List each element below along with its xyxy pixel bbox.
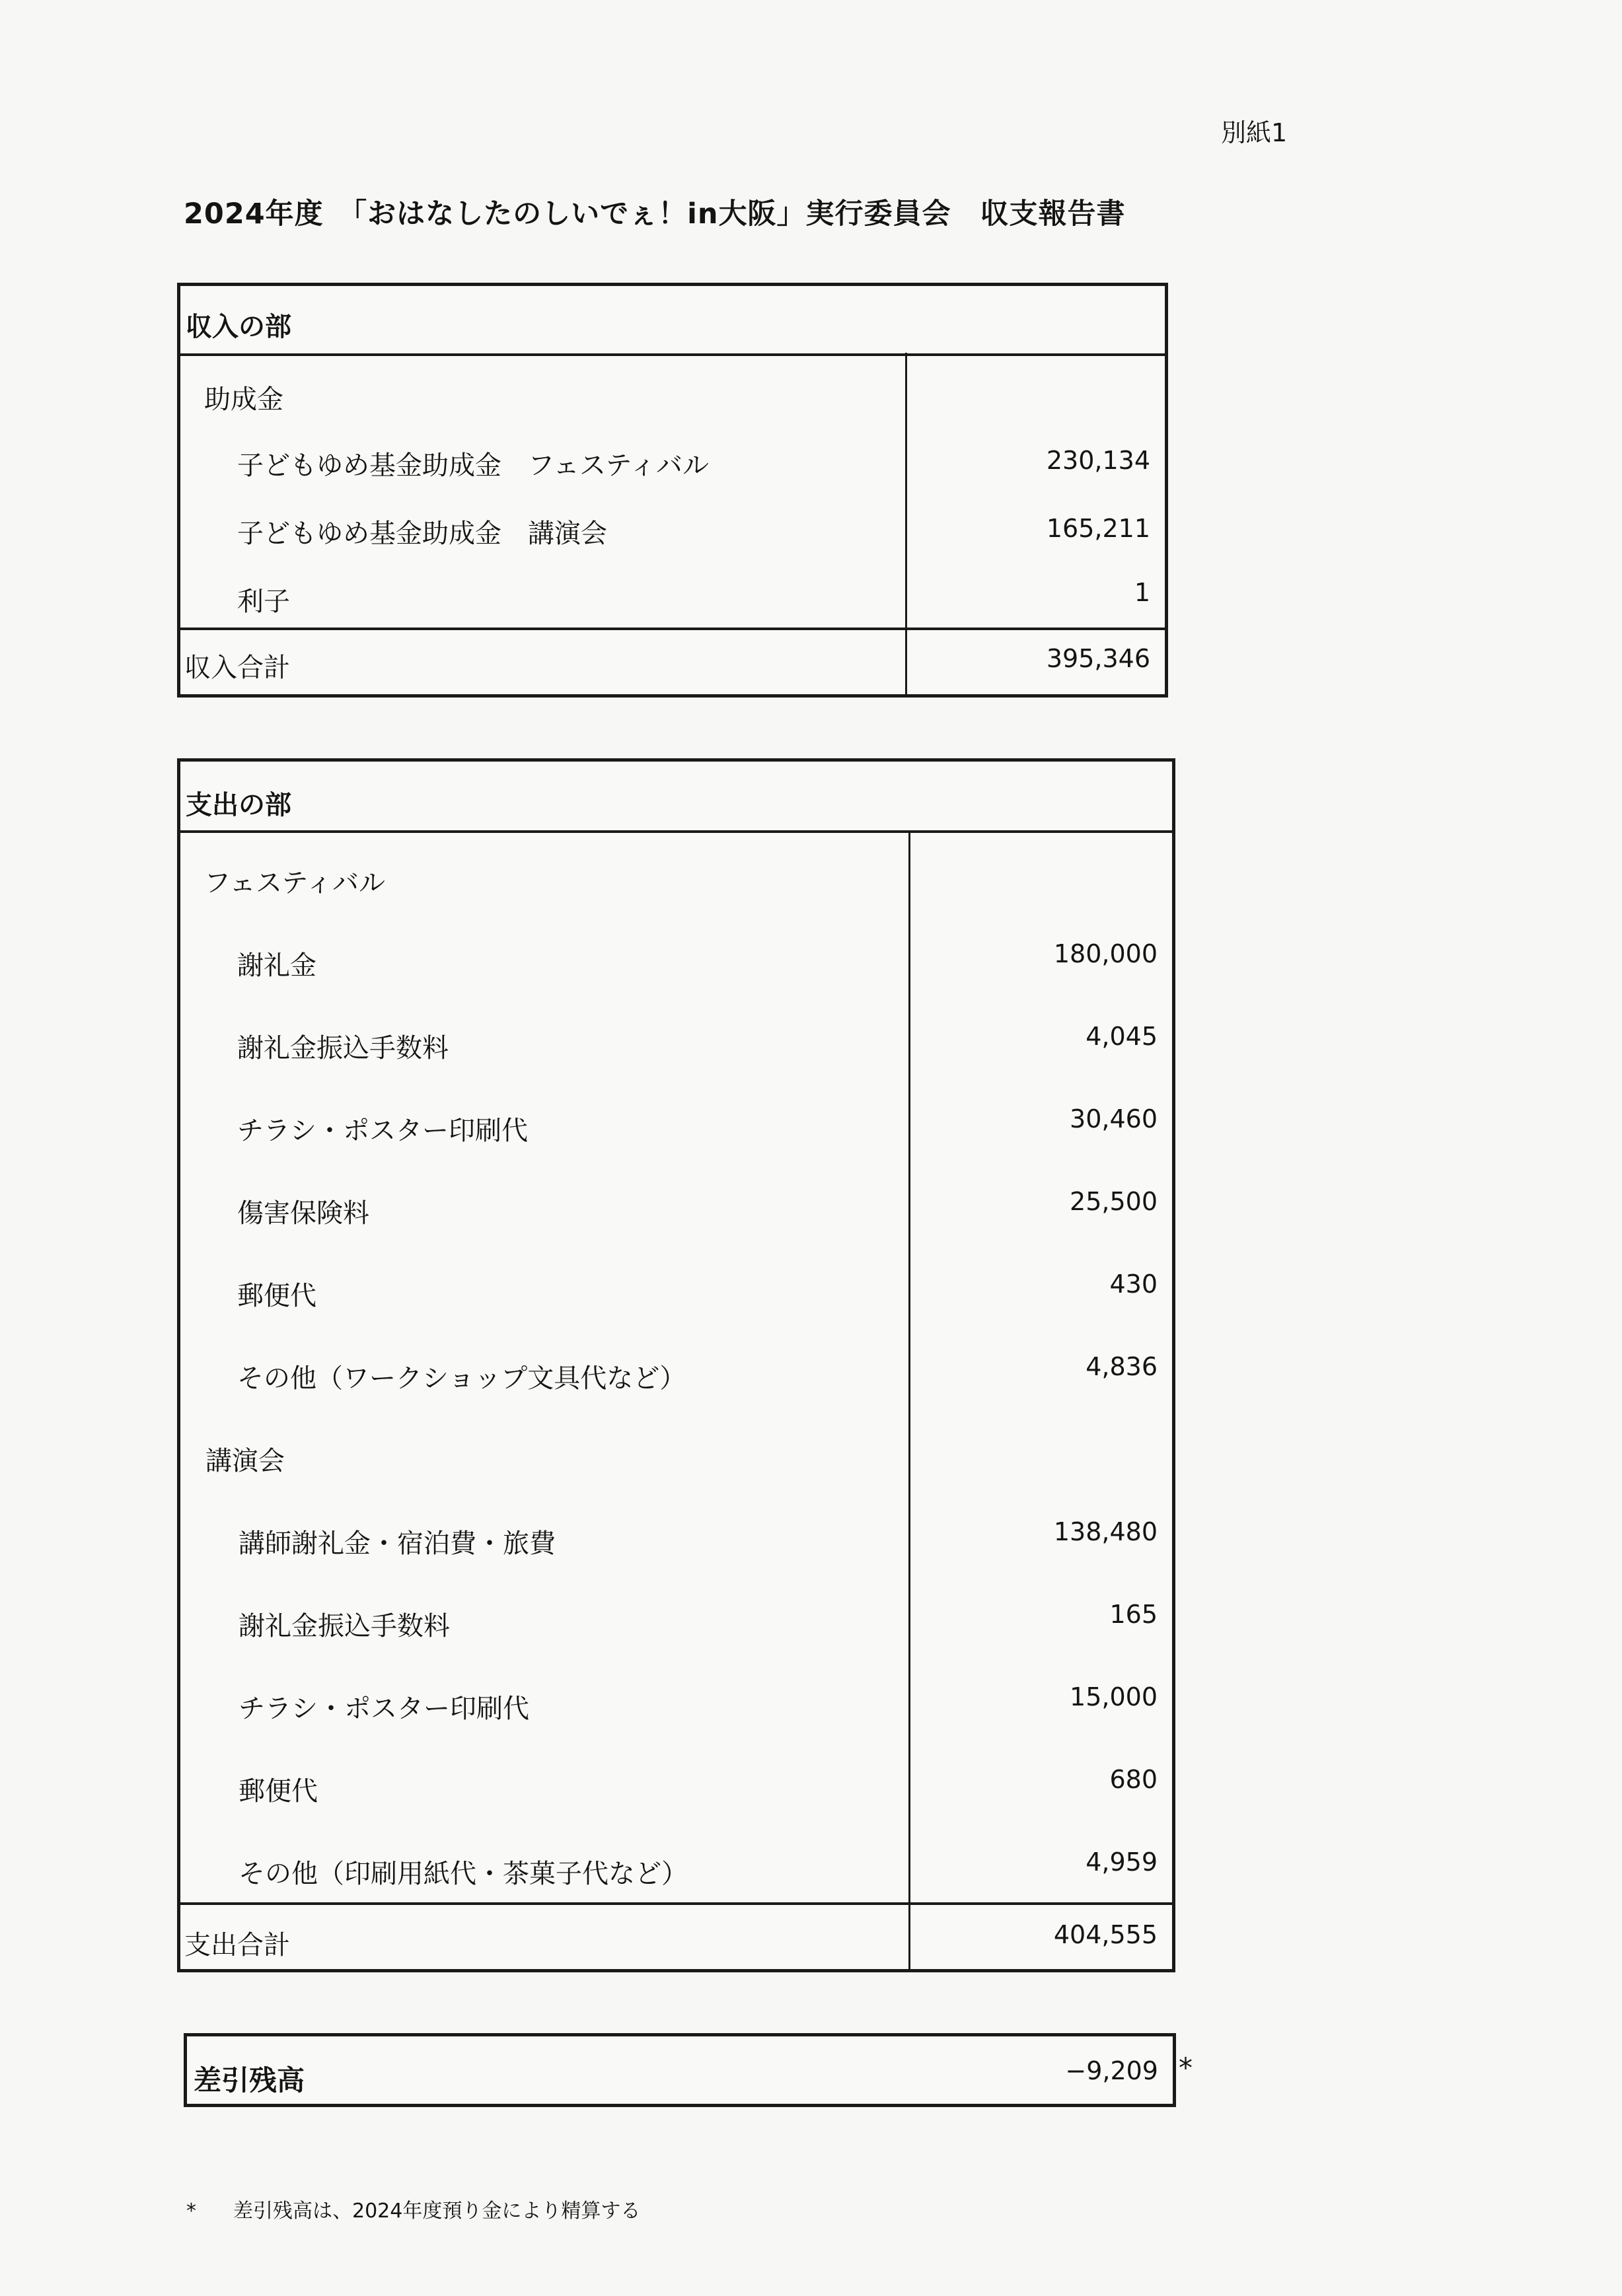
expense-item-label: 謝礼金	[237, 951, 316, 981]
expense-item-amount: 138,480	[1053, 1517, 1158, 1546]
income-total-amount: 395,346	[1046, 644, 1150, 673]
balance-asterisk: *	[1179, 2052, 1193, 2084]
income-item-amount: 165,211	[1046, 514, 1150, 543]
expense-item-amount: 15,000	[1070, 1682, 1158, 1711]
income-total-label: 収入合計	[184, 653, 290, 683]
income-item-amount: 1	[1134, 578, 1150, 607]
expense-item-label: チラシ・ポスター印刷代	[237, 1116, 528, 1146]
balance-amount: −9,209	[1065, 2056, 1158, 2085]
expense-item-amount: 680	[1109, 1765, 1158, 1794]
income-item-label: 利子	[237, 587, 290, 617]
income-item-label: 子どもゆめ基金助成金 講演会	[237, 519, 607, 549]
balance-box	[184, 2033, 1176, 2107]
income-item-label: 子どもゆめ基金助成金 フェスティバル	[237, 450, 709, 481]
balance-label: 差引残高	[194, 2064, 305, 2097]
expense-item-label: チラシ・ポスター印刷代	[239, 1694, 529, 1724]
expense-item-label: 謝礼金振込手数料	[237, 1033, 449, 1063]
expense-header	[180, 762, 1172, 833]
expense-item-label: その他（ワークショップ文具代など）	[237, 1363, 686, 1394]
footnote-text: 差引残高は、2024年度預り金により精算する	[233, 2200, 641, 2223]
document-title: 2024年度 「おはなしたのしいでぇ！in大阪」実行委員会 収支報告書	[184, 197, 1126, 231]
expense-item-label: 郵便代	[237, 1281, 316, 1311]
expense-item-amount: 25,500	[1070, 1187, 1158, 1216]
expense-column-divider	[908, 830, 910, 1969]
income-item-amount: 230,134	[1046, 446, 1150, 475]
income-category-label: 助成金	[204, 384, 283, 415]
expense-item-amount: 4,045	[1086, 1022, 1158, 1051]
expense-item-amount: 180,000	[1053, 939, 1158, 968]
expense-table	[177, 758, 1175, 1972]
expense-item-amount: 4,959	[1086, 1848, 1158, 1877]
expense-total-label: 支出合計	[184, 1930, 290, 1960]
expense-total-divider	[180, 1902, 1172, 1905]
income-table	[177, 283, 1168, 698]
income-column-divider	[905, 353, 907, 694]
expense-item-label: 謝礼金振込手数料	[239, 1611, 450, 1641]
expense-item-amount: 4,836	[1086, 1352, 1158, 1381]
expense-item-amount: 30,460	[1070, 1104, 1158, 1133]
expense-item-label: 傷害保険料	[237, 1198, 369, 1229]
income-header	[180, 286, 1165, 356]
expense-item-label: 講師謝礼金・宿泊費・旅費	[239, 1528, 556, 1559]
expense-item-amount: 430	[1109, 1270, 1158, 1299]
income-header-label: 収入の部	[186, 312, 291, 342]
expense-item-amount: 165	[1109, 1600, 1158, 1629]
footnote-asterisk: *	[186, 2200, 196, 2223]
expense-total-amount: 404,555	[1053, 1920, 1158, 1949]
footnote	[186, 2194, 640, 2223]
expense-category-label: 講演会	[205, 1446, 285, 1476]
expense-item-label: その他（印刷用紙代・茶菓子代など）	[239, 1859, 688, 1889]
income-total-divider	[180, 628, 1165, 630]
expense-header-label: 支出の部	[186, 790, 291, 820]
expense-category-label: フェスティバル	[204, 868, 385, 898]
page-label: 別紙1	[1221, 118, 1288, 147]
expense-item-label: 郵便代	[239, 1776, 318, 1807]
